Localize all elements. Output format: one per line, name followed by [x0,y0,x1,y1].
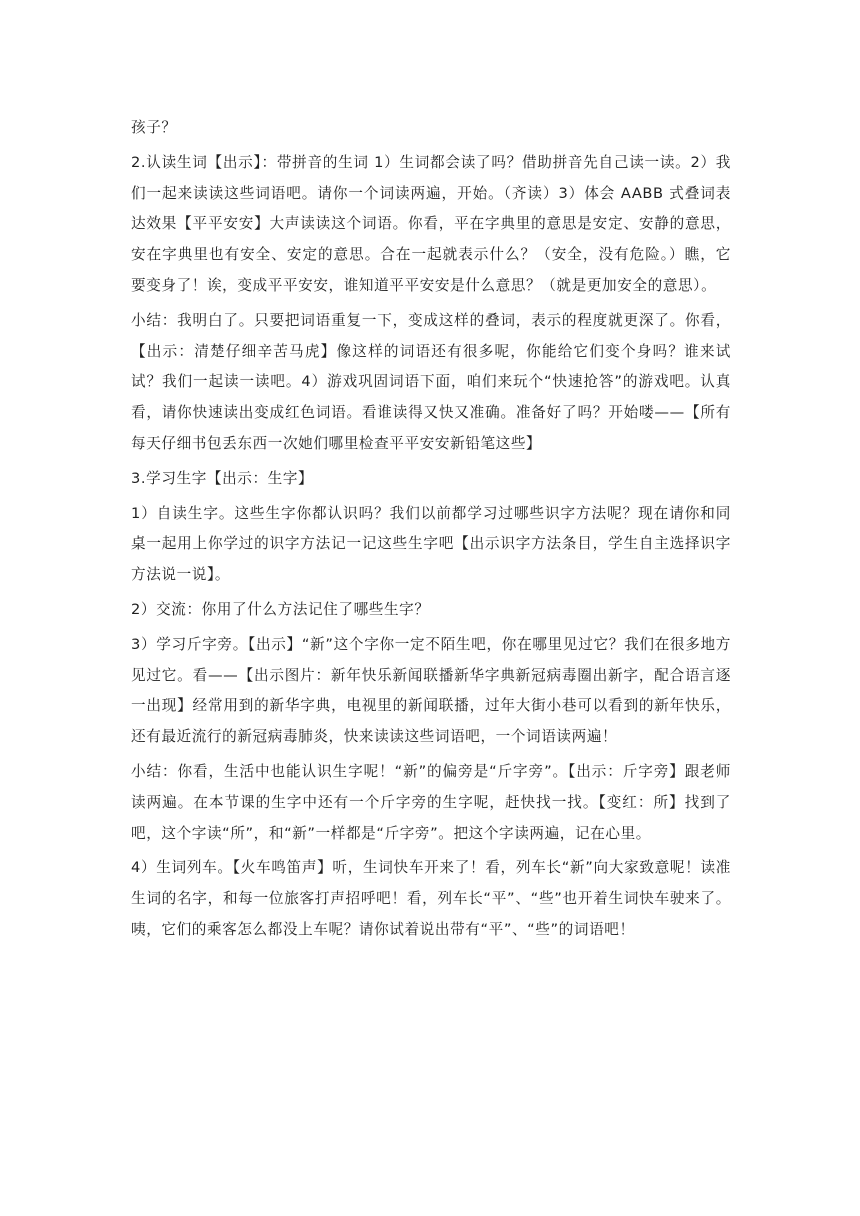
paragraph-recognize-words: 2.认读生词【出示】：带拼音的生词 1）生词都会读了吗？借助拼音先自己读一读。2）我们一起来读读这些词语吧。请你一个词读两遍，开始。（齐读）3）体会 AABB 式叠词表达效果【平平安安】大声读读这个词语。你看，平在字典里的意思是安定、安静的意思，安在字典里也有安全、安定的意思。合在一起就表示什么？（安全，没有危险。）瞧，它要变身了！诶，变成平平安安，谁知道平平安安是什么意思？（就是更加安全的意思）。 [131,153,731,294]
paragraph-radical-jin: 3）学习斤字旁。【出示】“新”这个字你一定不陌生吧，你在哪里见过它？我们在很多地方见过它。看——【出示图片：新年快乐新闻联播新华字典新冠病毒圈出新字，配合语言逐一出现】经常用到的新华字典，电视里的新闻联播，过年大街小巷可以看到的新年快乐，还有最近流行的新冠病毒肺炎，快来读读这些词语吧，一个词语读两遍！ [131,635,731,746]
paragraph-learn-characters-heading: 3.学习生字【出示：生字】 [131,469,314,487]
paragraph-self-reading: 1）自读生字。这些生字你都认识吗？我们以前都学习过哪些识字方法呢？现在请你和同桌一起用上你学过的识字方法记一记这些生字吧【出示识字方法条目，学生自主选择识字方法说一说】。 [131,504,731,584]
document-body [131,113,731,946]
paragraph-continuation: 孩子？ [131,119,177,136]
paragraph-exchange: 2）交流：你用了什么方法记住了哪些生字？ [131,600,430,618]
paragraph-word-train: 4）生词列车。【火车鸣笛声】听，生词快车开来了！看，列车长“新”向大家致意呢！读准生词的名字，和每一位旅客打声招呼吧！看，列车长“平”、“些”也开着生词快车驶来了。咦，它们的乘客怎么都没上车呢？请你试着说出带有“平”、“些”的词语吧！ [131,859,731,938]
paragraph-summary-radical: 小结：你看，生活中也能认识生字呢！“新”的偏旁是“斤字旁”。【出示：斤字旁】跟老师读两遍。在本节课的生字中还有一个斤字旁的生字呢，赶快找一找。【变红：所】找到了吧，这个字读“所”，和“新”一样都是“斤字旁”。把这个字读两遍，记在心里。 [131,762,731,842]
paragraph-summary-reduplication: 小结：我明白了。只要把词语重复一下，变成这样的叠词，表示的程度就更深了。你看，【出示：清楚仔细辛苦马虎】像这样的词语还有很多呢，你能给它们变个身吗？谁来试试？我们一起读一读吧。4）游戏巩固词语下面，咱们来玩个“快速抢答”的游戏吧。认真看，请你快速读出变成红色词语。看谁读得又快又准确。准备好了吗？开始喽——【所有每天仔细书包丢东西一次她们哪里检查平平安安新铅笔这些】 [131,311,731,452]
